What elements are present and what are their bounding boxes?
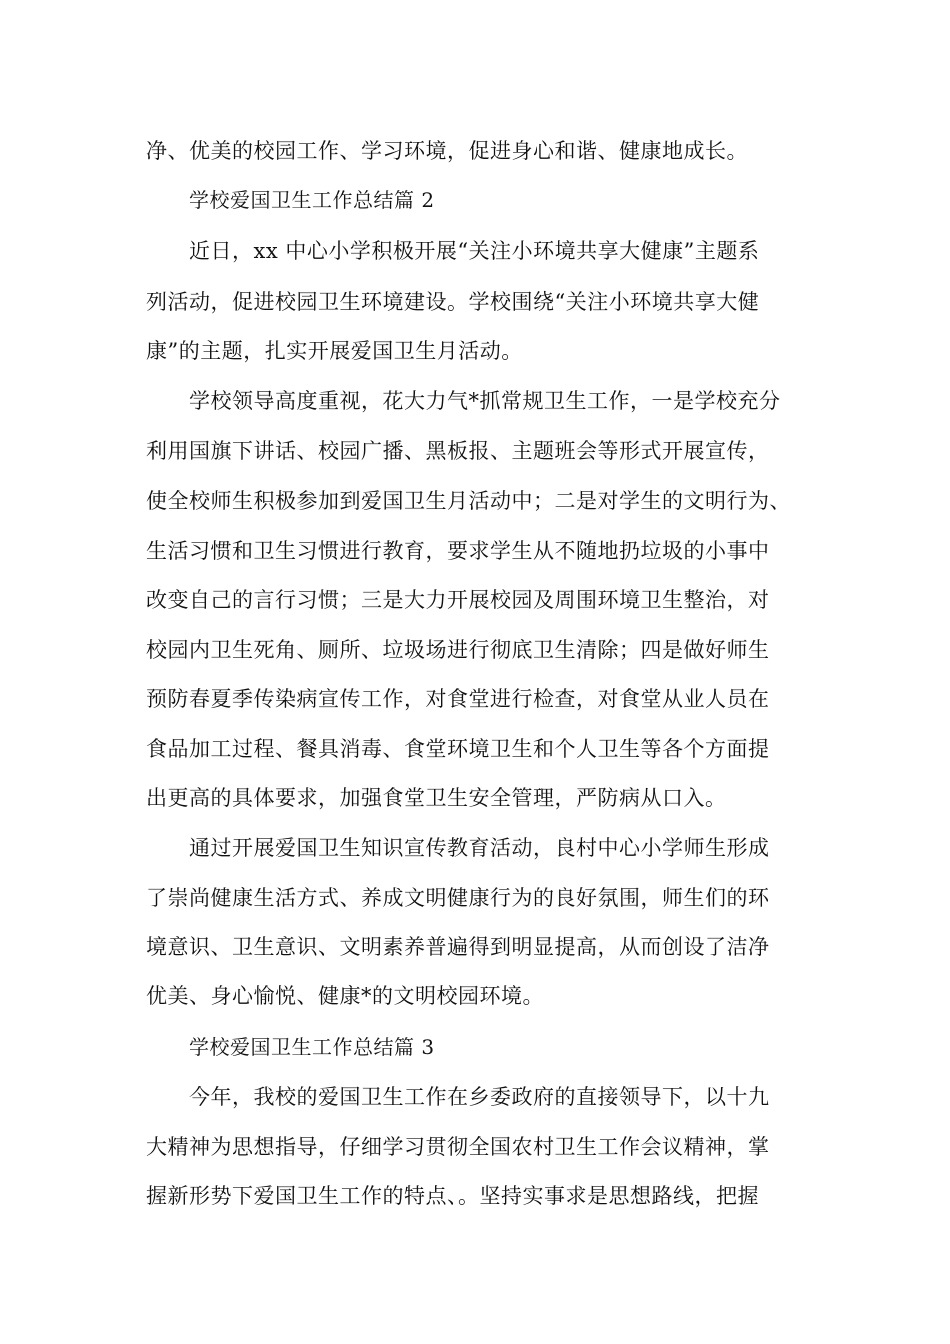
text-line: 优美、身心愉悦、健康*的文明校园环境。	[146, 984, 544, 1008]
text-line: 康”的主题，扎实开展爱国卫生月活动。	[146, 339, 523, 363]
text-line: 学校领导高度重视，花大力气*抓常规卫生工作，一是学校充分	[189, 389, 781, 413]
text-line: 净、优美的校园工作、学习环境，促进身心和谐、健康地成长。	[146, 139, 748, 163]
text-line: 利用国旗下讲话、校园广播、黑板报、主题班会等形式开展宣传，	[146, 439, 770, 463]
text-line: 大精神为思想指导，仔细学习贯彻全国农村卫生工作会议精神，掌	[146, 1135, 770, 1159]
text-line: 使全校师生积极参加到爱国卫生月活动中；二是对学生的文明行为、	[146, 489, 791, 513]
section-heading: 学校爱国卫生工作总结篇 3	[189, 1035, 435, 1059]
text-line: 通过开展爱国卫生知识宣传教育活动，良村中心小学师生形成	[189, 836, 770, 860]
text-line: 食品加工过程、餐具消毒、食堂环境卫生和个人卫生等各个方面提	[146, 737, 770, 761]
text-line: 近日，xx 中心小学积极开展“关注小环境共享大健康”主题系	[189, 239, 760, 263]
section-heading: 学校爱国卫生工作总结篇 2	[189, 188, 435, 212]
text-line: 境意识、卫生意识、文明素养普遍得到明显提高，从而创设了洁净	[146, 935, 770, 959]
text-line: 预防春夏季传染病宣传工作，对食堂进行检查，对食堂从业人员在	[146, 687, 770, 711]
text-line: 改变自己的言行习惯；三是大力开展校园及周围环境卫生整治，对	[146, 588, 770, 612]
text-line: 握新形势下爱国卫生工作的特点、。坚持实事求是思想路线，把握	[146, 1184, 759, 1208]
text-line: 列活动，促进校园卫生环境建设。学校围绕“关注小环境共享大健	[146, 290, 760, 314]
text-line: 生活习惯和卫生习惯进行教育，要求学生从不随地扔垃圾的小事中	[146, 539, 770, 563]
text-line: 了崇尚健康生活方式、养成文明健康行为的良好氛围，师生们的环	[146, 886, 770, 910]
text-line: 校园内卫生死角、厕所、垃圾场进行彻底卫生清除；四是做好师生	[146, 638, 770, 662]
text-line: 出更高的具体要求，加强食堂卫生安全管理，严防病从口入。	[146, 786, 727, 810]
text-line: 今年，我校的爱国卫生工作在乡委政府的直接领导下，以十九	[189, 1085, 770, 1109]
